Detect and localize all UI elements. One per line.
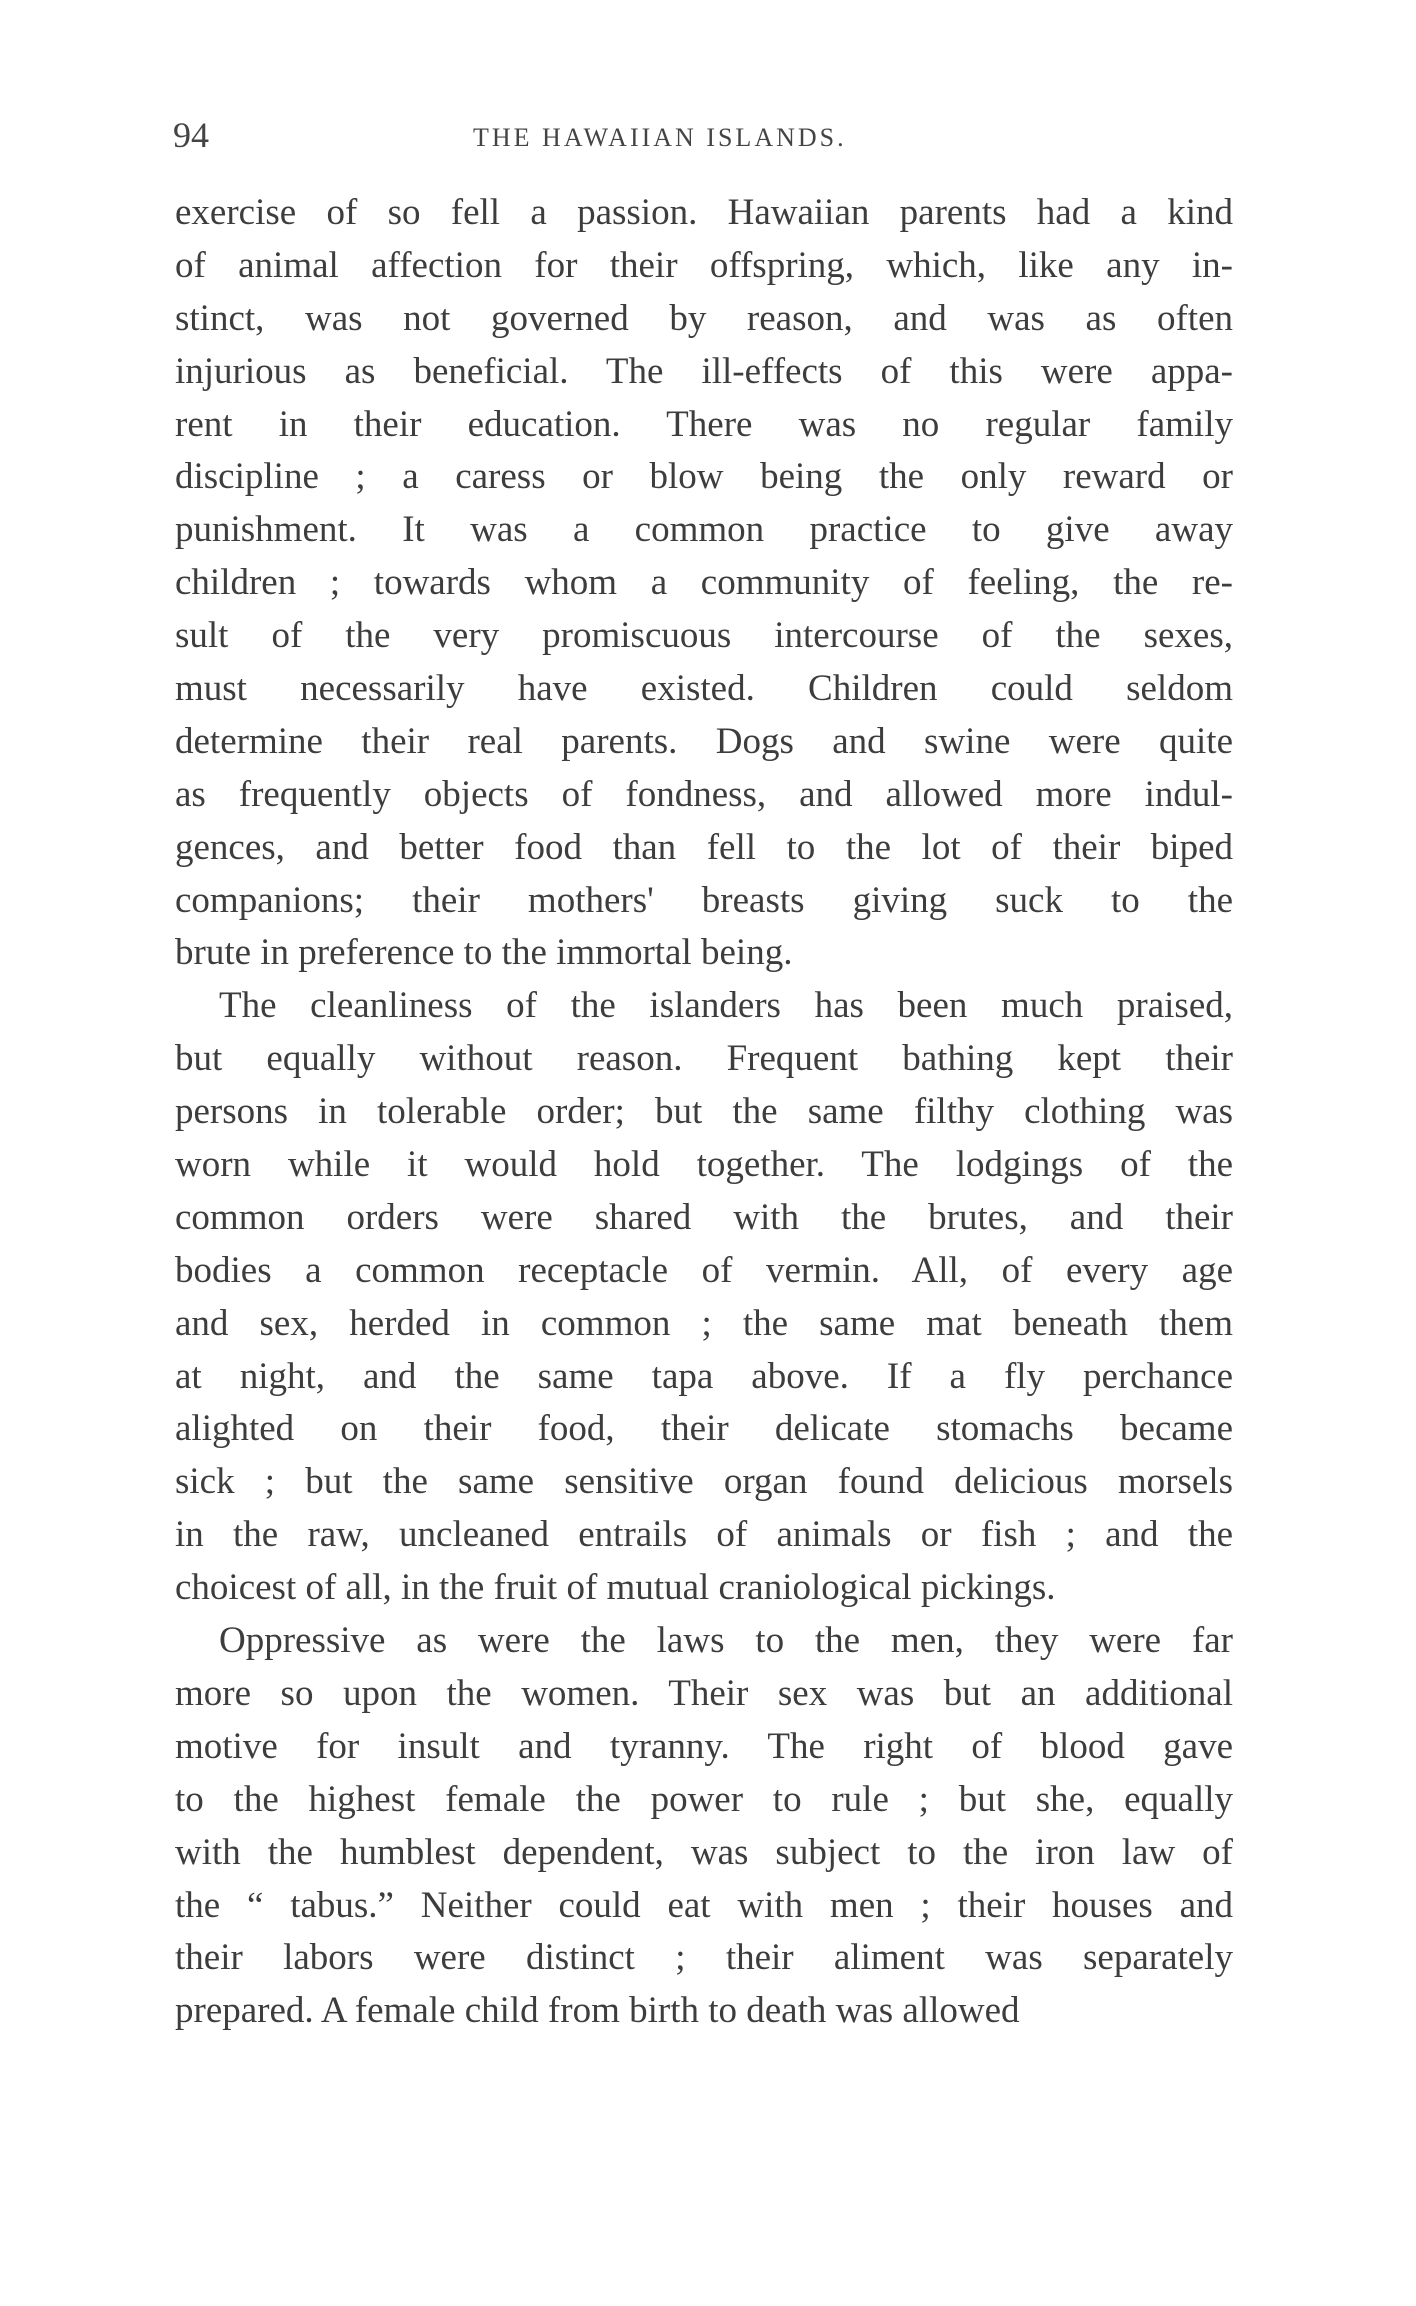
paragraph: [175, 1615, 1233, 2038]
text-line: The cleanliness of the islanders has been much praised,: [219, 985, 1233, 1027]
text-line: in the raw, uncleaned entrails of animals or fish ; and the: [175, 1514, 1233, 1556]
text-line: choicest of all, in the fruit of mutual craniological pickings.: [175, 1567, 1056, 1609]
text-line: as frequently objects of fondness, and allowed more indul-: [175, 773, 1233, 815]
text-line: brute in preference to the immortal being.: [175, 932, 793, 974]
text-line: children ; towards whom a community of feeling, the re-: [175, 562, 1233, 604]
text-line: gences, and better food than fell to the lot of their biped: [175, 826, 1233, 868]
text-line: Oppressive as were the laws to the men, they were far: [219, 1620, 1233, 1662]
text-line: to the highest female the power to rule ; but she, equally: [175, 1778, 1233, 1820]
text-line: persons in tolerable order; but the same filthy clothing was: [175, 1091, 1233, 1133]
text-line: the “ tabus.” Neither could eat with men ; their houses and: [175, 1884, 1233, 1926]
text-line: companions; their mothers' breasts giving suck to the: [175, 879, 1233, 921]
page-number: 94: [173, 115, 209, 155]
text-line: common orders were shared with the brutes, and their: [175, 1196, 1233, 1238]
text-line: prepared. A female child from birth to death was allowed: [175, 1990, 1020, 2032]
text-line: injurious as beneficial. The ill-effects of this were appa-: [175, 350, 1233, 392]
text-line: bodies a common receptacle of vermin. All, of every age: [175, 1249, 1233, 1291]
text-line: worn while it would hold together. The lodgings of the: [175, 1144, 1233, 1186]
text-line: sick ; but the same sensitive organ found delicious morsels: [175, 1461, 1233, 1503]
text-line: with the humblest dependent, was subject to the iron law of: [175, 1831, 1233, 1873]
text-line: discipline ; a caress or blow being the only reward or: [175, 456, 1233, 498]
text-line: determine their real parents. Dogs and swine were quite: [175, 720, 1233, 762]
text-line: motive for insult and tyranny. The right of blood gave: [175, 1725, 1233, 1767]
running-head: [173, 110, 1233, 160]
text-line: punishment. It was a common practice to give away: [175, 509, 1233, 551]
text-line: sult of the very promiscuous intercourse of the sexes,: [175, 615, 1233, 657]
running-title: THE HAWAIIAN ISLANDS.: [473, 123, 847, 152]
text-line: but equally without reason. Frequent bathing kept their: [175, 1038, 1233, 1080]
text-line: alighted on their food, their delicate stomachs became: [175, 1408, 1233, 1450]
text-line: exercise of so fell a passion. Hawaiian parents had a kind: [175, 192, 1233, 233]
text-line: stinct, was not governed by reason, and was as often: [175, 297, 1233, 339]
text-line: their labors were distinct ; their aliment was separately: [175, 1937, 1233, 1979]
text-line: of animal affection for their offspring, which, like any in-: [175, 244, 1233, 286]
paragraph: [175, 187, 1233, 980]
body-text: [175, 187, 1233, 2038]
text-line: more so upon the women. Their sex was but an additional: [175, 1672, 1233, 1714]
paragraph: [175, 980, 1233, 1615]
text-line: and sex, herded in common ; the same mat beneath them: [175, 1302, 1233, 1344]
text-line: rent in their education. There was no regular family: [175, 403, 1233, 445]
text-line: must necessarily have existed. Children could seldom: [175, 668, 1233, 710]
text-line: at night, and the same tapa above. If a fly perchance: [175, 1355, 1233, 1397]
